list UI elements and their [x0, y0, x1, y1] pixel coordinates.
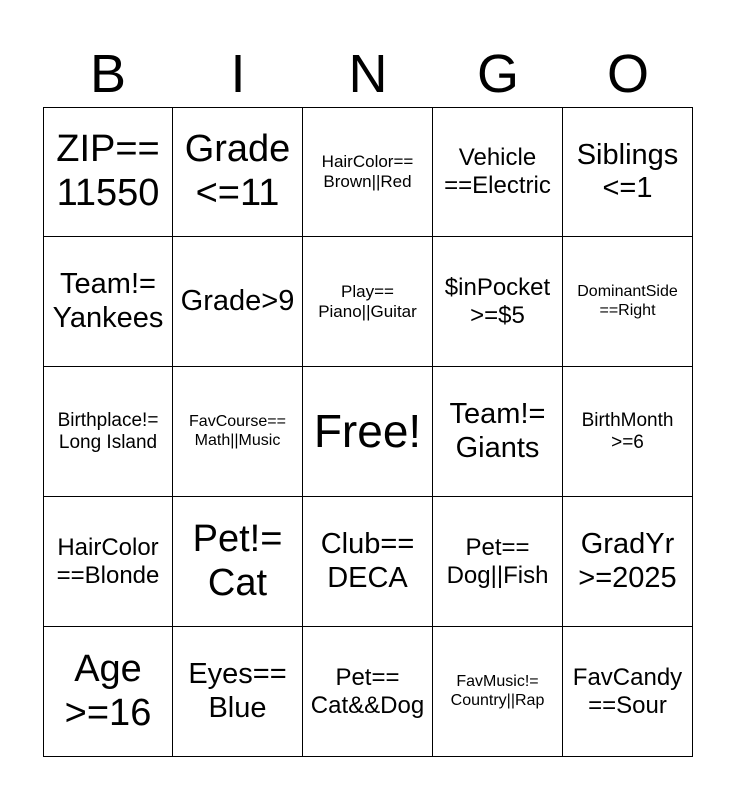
bingo-cell[interactable]	[303, 237, 433, 367]
bingo-cell[interactable]	[563, 497, 693, 627]
bingo-cell[interactable]	[433, 627, 563, 757]
bingo-cell[interactable]	[433, 107, 563, 237]
cell-text: HairColor== Brown||Red	[321, 152, 414, 191]
cell-text: BirthMonth >=6	[581, 409, 674, 453]
cell-text: Grade>9	[180, 284, 295, 317]
bingo-header	[43, 40, 693, 108]
bingo-cell[interactable]	[433, 367, 563, 497]
bingo-cell[interactable]	[43, 497, 173, 627]
bingo-cell[interactable]	[563, 627, 693, 757]
cell-text: DominantSide ==Right	[577, 283, 678, 319]
cell-text: Vehicle ==Electric	[444, 144, 551, 199]
header-letter-i: I	[230, 44, 246, 104]
cell-text: Club== DECA	[320, 528, 415, 594]
bingo-cell[interactable]	[433, 497, 563, 627]
cell-text: $inPocket >=$5	[444, 273, 551, 329]
bingo-cell[interactable]	[303, 107, 433, 237]
bingo-cell[interactable]	[173, 497, 303, 627]
cell-text: Pet== Dog||Fish	[446, 533, 549, 589]
bingo-cell[interactable]	[43, 107, 173, 237]
bingo-cell[interactable]	[563, 107, 693, 237]
cell-text: Team!= Yankees	[52, 268, 164, 334]
bingo-cell[interactable]	[303, 497, 433, 627]
cell-text: FavCourse== Math||Music	[189, 413, 286, 449]
bingo-cell[interactable]	[173, 367, 303, 497]
bingo-cell[interactable]	[563, 367, 693, 497]
cell-text: GradYr >=2025	[578, 528, 677, 594]
cell-text: Grade <=11	[184, 128, 291, 214]
cell-text: Pet!= Cat	[192, 517, 283, 604]
cell-text: Pet== Cat&&Dog	[310, 663, 425, 719]
cell-text: Eyes== Blue	[188, 658, 287, 724]
cell-text: HairColor ==Blonde	[56, 533, 160, 589]
header-letter-o: O	[606, 44, 649, 104]
bingo-cell[interactable]	[303, 627, 433, 757]
free-space-text: Free!	[313, 405, 422, 458]
bingo-cell[interactable]	[173, 107, 303, 237]
bingo-cell[interactable]	[173, 627, 303, 757]
cell-text: Play== Piano||Guitar	[318, 281, 417, 321]
bingo-cell[interactable]	[433, 237, 563, 367]
bingo-cell[interactable]	[43, 367, 173, 497]
bingo-cell-free[interactable]	[303, 367, 433, 497]
cell-text: FavCandy ==Sour	[572, 663, 683, 719]
bingo-board	[43, 107, 693, 757]
cell-text: Siblings <=1	[576, 138, 679, 204]
cell-text: Team!= Giants	[449, 398, 546, 464]
bingo-cell[interactable]	[43, 627, 173, 757]
cell-text: FavMusic!= Country||Rap	[450, 673, 545, 709]
header-letter-g: G	[476, 44, 519, 104]
cell-text: Birthplace!= Long Island	[57, 409, 159, 453]
bingo-cell[interactable]	[173, 237, 303, 367]
header-letter-n: N	[348, 44, 388, 104]
header-letter-b: B	[89, 44, 127, 104]
bingo-cell[interactable]	[563, 237, 693, 367]
bingo-cell[interactable]	[43, 237, 173, 367]
cell-text: ZIP== 11550	[56, 128, 160, 214]
cell-text: Age >=16	[64, 647, 152, 734]
